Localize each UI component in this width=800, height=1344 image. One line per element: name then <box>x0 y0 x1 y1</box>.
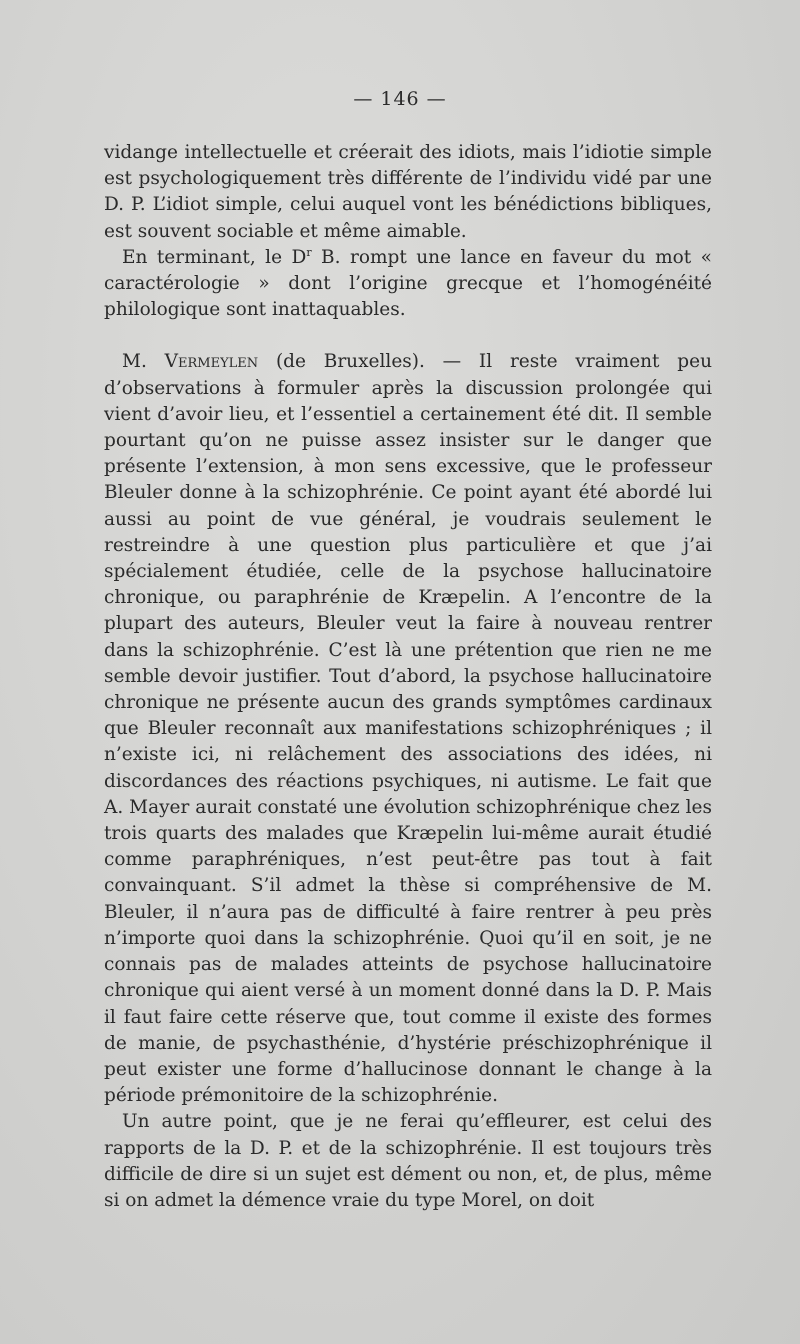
paragraph-continuation: vidange intellectuelle et créerait des idiots, mais l’idiotie simple est psychologiquement très différente de l’individu vidé par une D. P. L’idiot simple, celui auquel vont les bénédictions bibliques, est souvent sociable et même aimable. <box>104 142 712 242</box>
speaker-prefix: M. <box>122 351 165 373</box>
paragraph-other-point: Un autre point, que je ne ferai qu’effleurer, est celui des rapports de la D. P. et de la schizophrénie. Il est toujours très difficile de dire si un sujet est dément ou non, et, de plus, même si on admet la démence vraie du type Morel, on doit <box>104 1111 712 1211</box>
paragraph-closing-remark <box>104 245 712 324</box>
paragraph-text-start: En terminant, le D <box>122 246 307 268</box>
paragraph-text-end: B. rompt une lance en faveur du mot « caractérologie » dont l’origine grecque et l’homogénéité philologique sont inattaquables. <box>104 246 712 321</box>
paragraph-vermeylen <box>104 349 712 1109</box>
superscript-r: r <box>306 245 312 259</box>
body-text <box>104 140 712 1214</box>
paragraph-text: (de Bruxelles). — Il reste vraiment peu d’observations à formuler après la discussion prolongée qui vient d’avoir lieu, et l’essentiel a certainement été dit. Il semble pourtant qu’on ne puisse assez insister sur le danger que présente l’extension, à mon sens excessive, que le professeur Bleuler donne à la schizophrénie. Ce point ayant été abordé lui aussi au point de vue général, je voudrais seulement le restreindre à une question plus particulière et que j’ai spécialement étudiée, celle de la psychose hallucinatoire chronique, ou paraphrénie de Kræpelin. A l’encontre de la plupart des auteurs, Bleuler veut la faire à nouveau rentrer dans la schizophrénie. C’est là une prétention que rien ne me semble devoir justifier. Tout d’abord, la psychose hallucinatoire chronique ne présente aucun des grands symptômes cardinaux que Bleuler reconnaît aux manifestations schizophréniques ; il n’existe ici, ni relâchement des associations des idées, ni discordances des réactions psychiques, ni autisme. Le fait que A. Mayer aurait constaté une évolution schizophrénique chez les trois quarts des malades que Kræpelin lui-même aurait étudié comme paraphréniques, n’est peut-être pas tout à fait convainquant. S’il admet la thèse si compréhensive de M. Bleuler, il n’aura pas de difficulté à faire rentrer à peu près n’importe quoi dans la schizophrénie. Quoi qu’il en soit, je ne connais pas de malades atteints de psychose hallucinatoire chronique qui aient versé à un moment donné dans la D. P. Mais il faut faire cette réserve que, tout comme il existe des formes de manie, de psychasthénie, d’hystérie préschizophrénique il peut exister une forme d’hallucinose donnant le change à la période prémonitoire de la schizophrénie. <box>104 351 712 1107</box>
page-number: — 146 — <box>353 88 447 110</box>
speaker-name: Vermeylen <box>164 351 259 373</box>
